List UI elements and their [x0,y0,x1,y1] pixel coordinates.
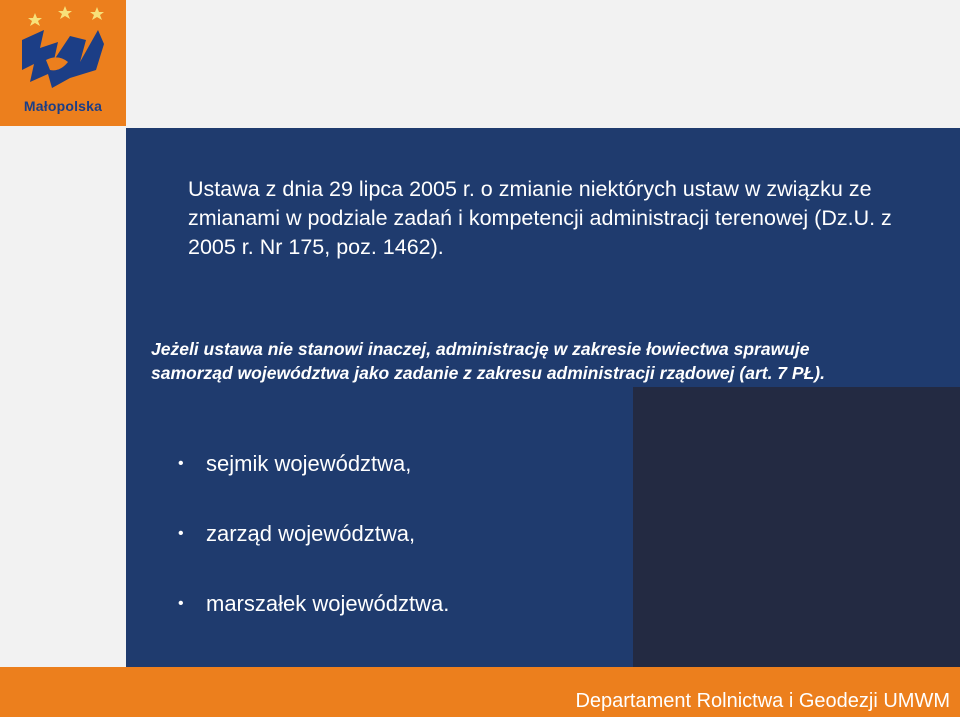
slide-paragraph: Jeżeli ustawa nie stanowi inaczej, administrację w zakresie łowiectwa sprawuje samorząd województwa jako zadanie z zakresu administracji rządowej (art. 7 PŁ). [151,339,825,383]
dark-decor-block [633,387,960,667]
bullet-marker: • [178,455,184,472]
bullet-item [178,448,449,518]
bullet-list [178,448,449,658]
bullet-item [178,518,449,588]
bullet-item [178,588,449,658]
bullet-marker: • [178,595,184,612]
malopolska-crown-logo-icon [0,0,126,100]
bullet-label: sejmik województwa, [206,451,412,476]
malopolska-logo [0,0,126,126]
bullet-label: marszałek województwa. [206,591,450,616]
logo-label: Małopolska [23,98,103,114]
bullet-label: zarząd województwa, [206,521,416,546]
bullet-marker: • [178,525,184,542]
slide-heading: Ustawa z dnia 29 lipca 2005 r. o zmianie niektórych ustaw w związku ze zmianami w podziale zadań i kompetencji administracji terenowej (Dz.U. z 2005 r. Nr 175, poz. 1462). [188,177,892,259]
footer-department-label: Departament Rolnictwa i Geodezji UMWM [575,690,950,712]
footer-bar [0,667,960,717]
